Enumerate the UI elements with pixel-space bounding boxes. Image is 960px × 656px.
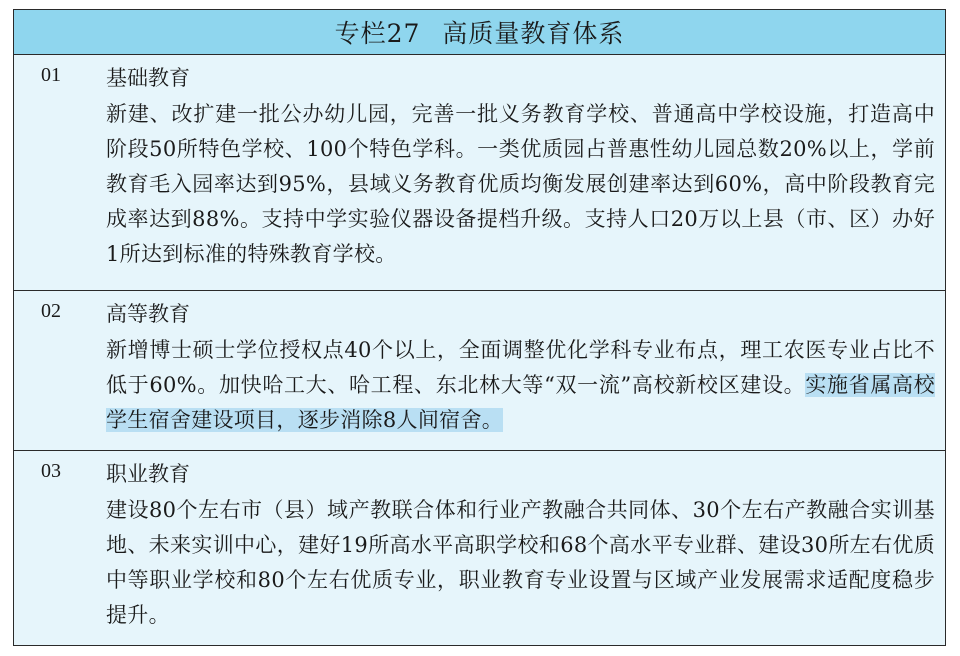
section-basic-education: [14, 55, 945, 291]
section-body: 建设80个左右市（县）域产教联合体和行业产教融合共同体、30个左右产教融合实训基地、未来实训中心，建好19所高水平高职学校和68个高水平专业群、建设30所左右优质中等职业学校和80个左右优质专业，职业教育专业设置与区域产业发展需求适配度稳步提升。: [106, 498, 935, 627]
section-title: 高等教育: [106, 302, 190, 326]
section-higher-education: [14, 291, 945, 451]
section-title: 基础教育: [106, 66, 190, 90]
section-number: 02: [41, 300, 61, 322]
section-title: 职业教育: [106, 462, 190, 486]
selected-text-highlight[interactable]: 实施省属高校学生宿舍建设项目，逐步消除8人间宿舍。: [106, 373, 935, 432]
column-label: 专栏27: [334, 19, 421, 48]
section-body: 新建、改扩建一批公办幼儿园，完善一批义务教育学校、普通高中学校设施，打造高中阶段50所特色学校、100个特色学科。一类优质园占普惠性幼儿园总数20%以上，学前教育毛入园率达到95%，县域义务教育优质均衡发展创建率达到60%，高中阶段教育完成率达到88%。支持中学实验仪器设备提档升级。支持人口20万以上县（市、区）办好1所达到标准的特殊教育学校。: [106, 102, 935, 266]
column-title: 高质量教育体系: [442, 19, 625, 48]
section-body: [106, 333, 935, 438]
column-box: [13, 9, 946, 646]
section-vocational-education: [14, 451, 945, 646]
section-number: 01: [41, 64, 61, 86]
section-body-text: 新增博士硕士学位授权点40个以上，全面调整优化学科专业布点，理工农医专业占比不低于60%。加快哈工大、哈工程、东北林大等“双一流”高校新校区建设。: [106, 338, 935, 397]
column-header: [14, 10, 945, 55]
section-number: 03: [41, 460, 61, 482]
